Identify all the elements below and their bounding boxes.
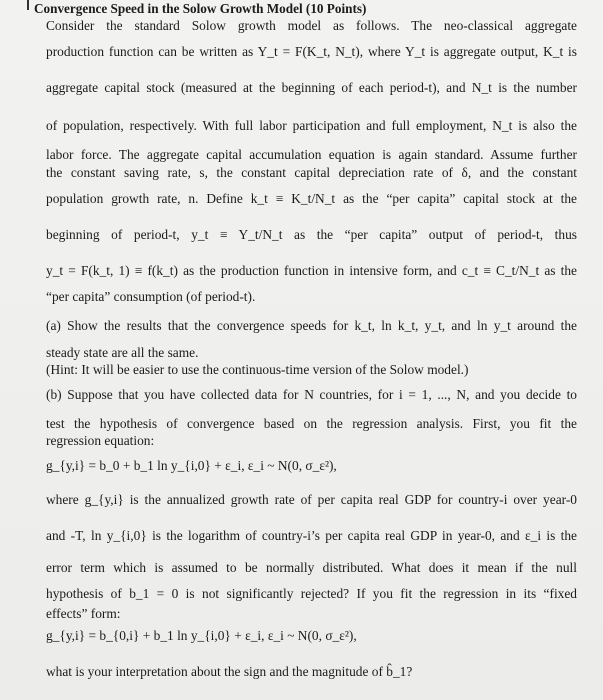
problem-title: Convergence Speed in the Solow Growth Model (10 Points) <box>34 1 367 16</box>
text-line: hypothesis of b_1 = 0 is not significantly rejected? If you fit the regression in its “fixed <box>46 586 577 601</box>
text-line: labor force. The aggregate capital accumulation equation is again standard. Assume further <box>46 147 577 162</box>
text-line: beginning of period-t, y_t ≡ Y_t/N_t as the “per capita” output of period-t, thus <box>46 227 577 242</box>
margin-mark <box>27 0 29 10</box>
text-line: effects” form: <box>46 606 121 621</box>
regression-equation: g_{y,i} = b_0 + b_1 ln y_{i,0} + ε_i, ε_i ~ N(0, σ_ε²), <box>46 458 337 473</box>
text-line: population growth rate, n. Define k_t ≡ K_t/N_t as the “per capita” capital stock at the <box>46 191 577 206</box>
text-line: the constant saving rate, s, the constant capital depreciation rate of δ, and the constant <box>46 165 577 180</box>
text-line: y_t = F(k_t, 1) ≡ f(k_t) as the production function in intensive form, and c_t ≡ C_t/N_t as the <box>46 263 577 278</box>
text-line: error term which is assumed to be normally distributed. What does it mean if the null <box>46 560 577 575</box>
text-line: what is your interpretation about the sign and the magnitude of b̂_1? <box>46 664 413 679</box>
hint-line: (Hint: It will be easier to use the continuous-time version of the Solow model.) <box>46 362 469 377</box>
text-line: and -T, ln y_{i,0} is the logarithm of country-i’s per capita real GDP in year-0, and ε_i is the <box>46 528 577 543</box>
text-line: where g_{y,i} is the annualized growth rate of per capita real GDP for country-i over year-0 <box>46 492 577 507</box>
text-line: Consider the standard Solow growth model as follows. The neo-classical aggregate <box>46 18 577 33</box>
part-b-line: (b) Suppose that you have collected data for N countries, for i = 1, ..., N, and you decide to <box>46 387 577 402</box>
text-line: of population, respectively. With full labor participation and full employment, N_t is also the <box>46 118 577 133</box>
text-line: production function can be written as Y_t = F(K_t, N_t), where Y_t is aggregate output, K_t is <box>46 44 577 59</box>
part-a-line: (a) Show the results that the convergence speeds for k_t, ln k_t, y_t, and ln y_t around the <box>46 318 577 333</box>
part-a-line: steady state are all the same. <box>46 345 199 360</box>
part-b-line: regression equation: <box>46 433 155 448</box>
text-line: aggregate capital stock (measured at the beginning of each period-t), and N_t is the number <box>46 80 577 95</box>
fixed-effects-equation: g_{y,i} = b_{0,i} + b_1 ln y_{i,0} + ε_i, ε_i ~ N(0, σ_ε²), <box>46 628 357 643</box>
part-b-line: test the hypothesis of convergence based on the regression analysis. First, you fit the <box>46 416 577 431</box>
text-line: “per capita” consumption (of period-t). <box>46 289 256 304</box>
